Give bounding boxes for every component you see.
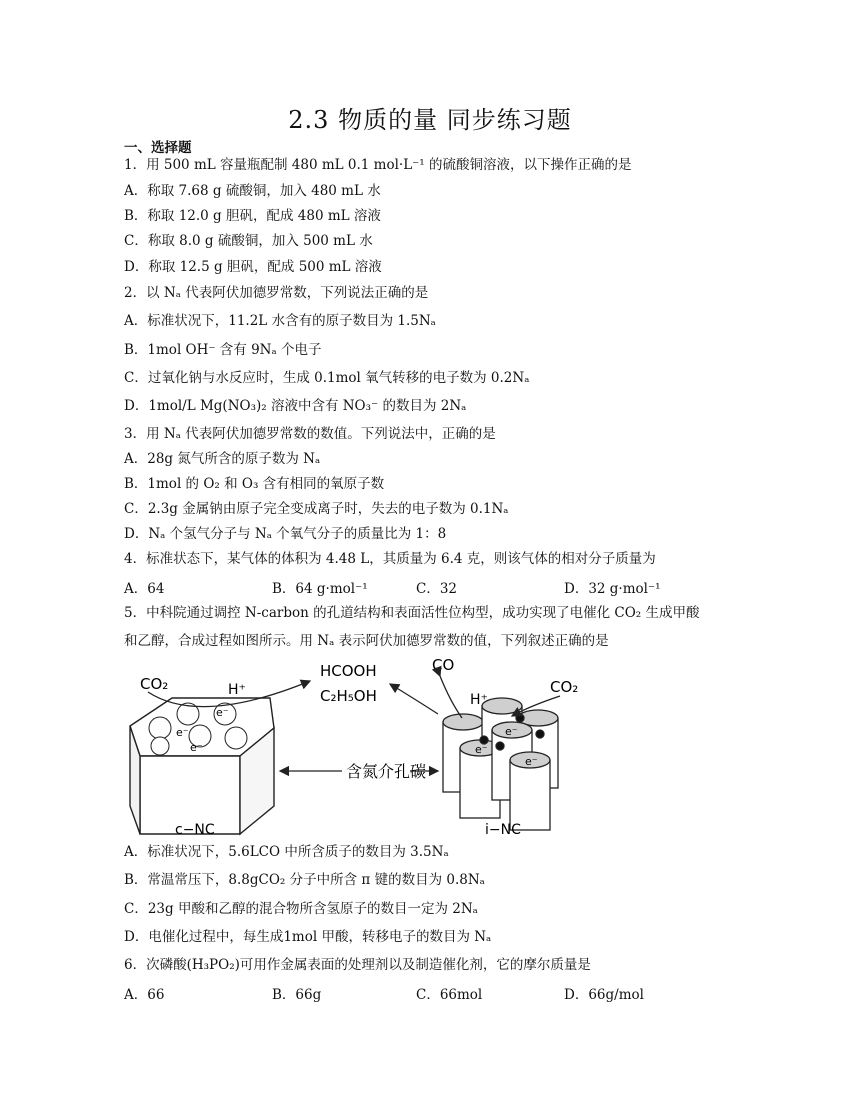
q6-option-d: D．66g/mol (564, 987, 644, 1003)
q3-option-b: B．1mol 的 O₂ 和 O₃ 含有相同的氧原子数 (124, 476, 385, 492)
question-1-stem: 1．用 500 mL 容量瓶配制 480 mL 0.1 mol·L⁻¹ 的硫酸铜溶液，以下操作正确的是 (124, 157, 632, 173)
question-2-stem: 2．以 Nₐ 代表阿伏加德罗常数，下列说法正确的是 (124, 285, 429, 301)
q1-option-a: A．称取 7.68 g 硫酸铜，加入 480 mL 水 (124, 183, 381, 199)
q6-option-a: A．66 (124, 987, 165, 1003)
i-nc-cylinders (443, 698, 558, 830)
c-nc-block (130, 698, 274, 834)
q5-option-a: A．标准状况下，5.6LCO 中所含质子的数目为 3.5Nₐ (124, 844, 449, 860)
left-electron-2: e⁻ (176, 726, 189, 739)
question-6-stem: 6．次磷酸(H₃PO₂)可用作金属表面的处理剂以及制造催化剂，它的摩尔质量是 (124, 957, 591, 973)
section-heading: 一、选择题 (124, 140, 192, 156)
q4-option-d: D．32 g·mol⁻¹ (564, 581, 661, 597)
q3-option-a: A．28g 氮气所含的原子数为 Nₐ (124, 451, 321, 467)
question-5-stem-continued: 和乙醇，合成过程如图所示。用 Nₐ 表示阿伏加德罗常数的值，下列叙述正确的是 (124, 633, 609, 649)
right-electron-2: e⁻ (475, 743, 488, 756)
q6-option-c: C．66mol (416, 987, 483, 1003)
center-label: 含氮介孔碳 (346, 762, 427, 781)
left-h-label: H⁺ (228, 682, 246, 698)
q2-option-d: D．1mol/L Mg(NO₃)₂ 溶液中含有 NO₃⁻ 的数目为 2Nₐ (124, 398, 467, 414)
left-electron-3: e⁻ (190, 741, 203, 754)
right-co-arrow (440, 676, 462, 718)
q4-option-a: A．64 (124, 581, 165, 597)
page-title: 2.3 物质的量 同步练习题 (288, 106, 572, 134)
product-hcooh: HCOOH (320, 662, 377, 680)
q4-option-c: C．32 (416, 581, 458, 597)
right-co2-label: CO₂ (550, 678, 579, 696)
right-electron-1: e⁻ (505, 725, 518, 738)
right-h-label: H⁺ (470, 692, 488, 708)
q2-option-a: A．标准状况下，11.2L 水含有的原子数目为 1.5Nₐ (124, 313, 436, 329)
q5-option-d: D．电催化过程中，每生成1mol 甲酸，转移电子的数目为 Nₐ (124, 929, 492, 945)
q2-option-c: C．过氧化钠与水反应时，生成 0.1mol 氧气转移的电子数为 0.2Nₐ (124, 370, 530, 386)
left-electron-1: e⁻ (216, 706, 229, 719)
c-nc-name: c−NC (175, 822, 215, 838)
q6-option-b: B．66g (272, 987, 322, 1003)
q1-option-d: D．称取 12.5 g 胆矾，配成 500 mL 溶液 (124, 259, 382, 275)
q1-option-b: B．称取 12.0 g 胆矾，配成 480 mL 溶液 (124, 208, 381, 224)
left-co2-label: CO₂ (140, 675, 169, 693)
q5-option-b: B．常温常压下，8.8gCO₂ 分子中所含 π 键的数目为 0.8Nₐ (124, 872, 485, 888)
question-5-stem: 5．中科院通过调控 N-carbon 的孔道结构和表面活性位构型，成功实现了电催化 CO₂ 生成甲酸 (124, 605, 700, 621)
i-nc-name: i−NC (485, 822, 521, 838)
q3-option-c: C．2.3g 金属钠由原子完全变成离子时，失去的电子数为 0.1Nₐ (124, 501, 509, 517)
q4-option-b: B．64 g·mol⁻¹ (272, 581, 368, 597)
electrocatalysis-figure (120, 656, 600, 838)
right-co-label: CO (432, 656, 455, 674)
q5-option-c: C．23g 甲酸和乙醇的混合物所含氢原子的数目一定为 2Nₐ (124, 901, 478, 917)
right-product-arrow (390, 684, 438, 714)
right-electron-3: e⁻ (525, 755, 538, 768)
question-3-stem: 3．用 Nₐ 代表阿伏加德罗常数的数值。下列说法中，正确的是 (124, 426, 496, 442)
q3-option-d: D．Nₐ 个氢气分子与 Nₐ 个氧气分子的质量比为 1：8 (124, 526, 447, 542)
q1-option-c: C．称取 8.0 g 硫酸铜，加入 500 mL 水 (124, 233, 373, 249)
question-4-stem: 4．标准状态下，某气体的体积为 4.48 L，其质量为 6.4 克，则该气体的相对分子质量为 (124, 551, 656, 567)
q2-option-b: B．1mol OH⁻ 含有 9Nₐ 个电子 (124, 342, 322, 358)
product-ethanol: C₂H₅OH (320, 687, 377, 705)
